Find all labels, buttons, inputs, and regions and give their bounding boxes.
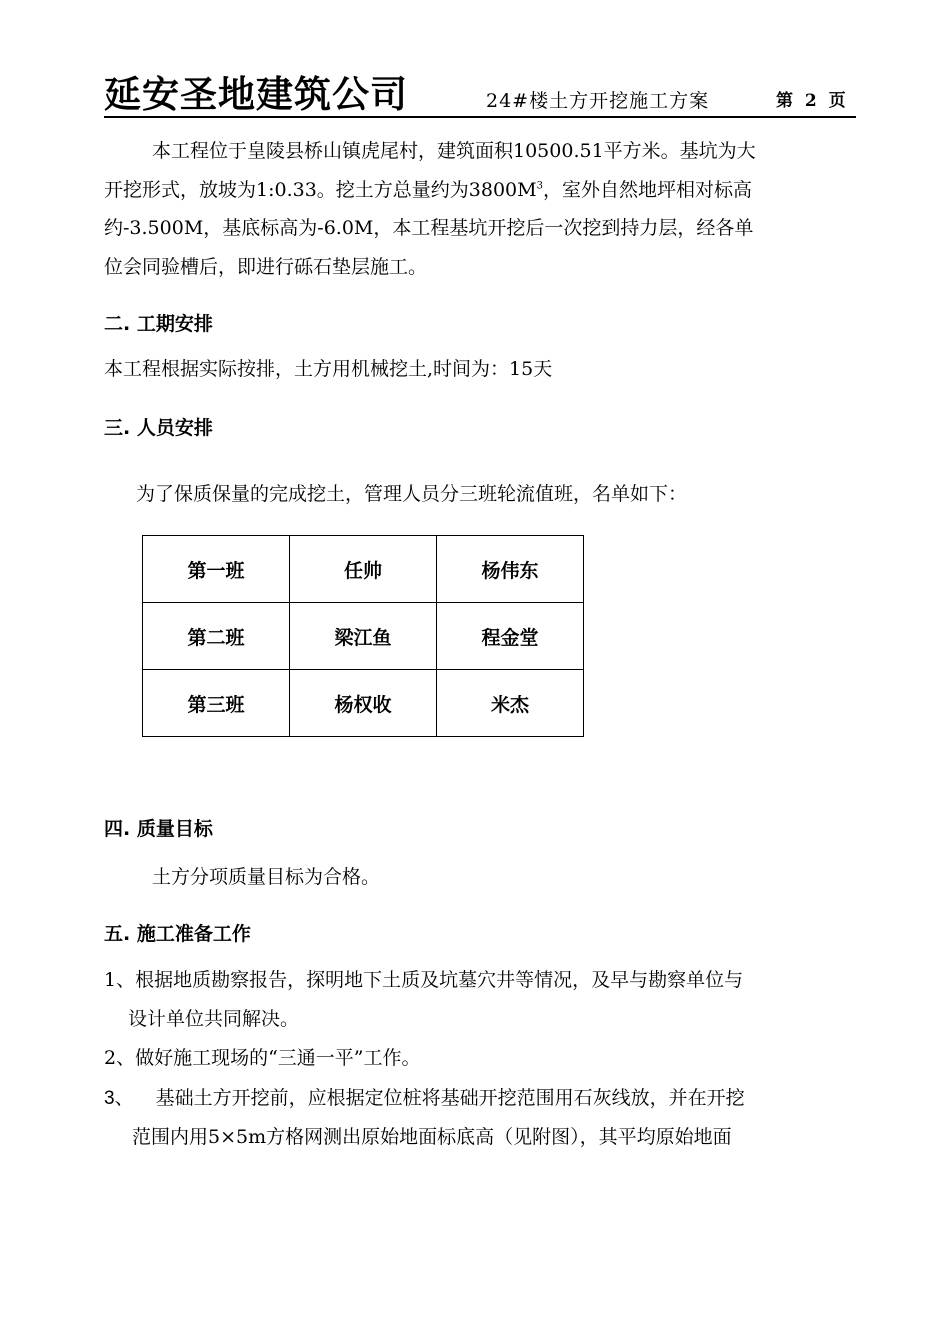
section-5-item-3-line-1	[104, 1079, 745, 1119]
section-4-text: 土方分项质量目标为合格。	[152, 866, 381, 888]
intro-line-2	[104, 171, 752, 210]
shift-cell: 第三班	[143, 670, 290, 737]
section-3-text: 为了保质保量的完成挖土，管理人员分三班轮流值班，名单如下：	[136, 483, 688, 505]
intro-line-2b: ，室外自然地坪相对标高	[542, 179, 752, 201]
intro-line-3: 约-3.500M，基底标高为-6.0M，本工程基坑开挖后一次挖到持力层，经各单	[104, 217, 754, 239]
intro-line-2a: 开挖形式，放坡为1:0.33。挖土方总量约为3800M	[104, 179, 537, 201]
section-5-heading: 五. 施工准备工作	[104, 923, 251, 945]
superscript-3: 3	[536, 180, 543, 192]
table-row	[143, 536, 584, 603]
item-3-number: 3、	[104, 1088, 134, 1109]
staff-cell: 任帅	[290, 536, 437, 603]
intro-line-1: 本工程位于皇陵县桥山镇虎尾村，建筑面积10500.51平方米。基坑为大	[152, 140, 756, 162]
staff-cell: 米杰	[437, 670, 584, 737]
staff-cell: 杨权收	[290, 670, 437, 737]
section-5-item-1-line-1: 1、根据地质勘察报告，探明地下土质及坑墓穴井等情况，及早与勘察单位与	[104, 969, 744, 991]
shift-cell: 第一班	[143, 536, 290, 603]
page-header	[104, 72, 856, 118]
staff-cell: 梁江鱼	[290, 603, 437, 670]
staff-cell: 程金堂	[437, 603, 584, 670]
section-3-heading: 三. 人员安排	[104, 417, 213, 439]
section-5-item-3-line-2: 范围内用5×5m方格网测出原始地面标底高（见附图），其平均原始地面	[132, 1126, 732, 1148]
staff-cell: 杨伟东	[437, 536, 584, 603]
section-2-text: 本工程根据实际按排，土方用机械挖土,时间为：15天	[104, 358, 553, 380]
shift-staff-table	[142, 535, 584, 737]
section-4-heading: 四. 质量目标	[104, 818, 213, 840]
table-row	[143, 670, 584, 737]
document-title: 24#楼土方开挖施工方案	[486, 90, 710, 112]
table-row	[143, 603, 584, 670]
section-2-heading: 二. 工期安排	[104, 313, 213, 335]
section-5-item-2: 2、做好施工现场的“三通一平”工作。	[104, 1047, 421, 1069]
page-number: 第 2 页	[776, 91, 849, 111]
intro-line-4: 位会同验槽后，即进行砾石垫层施工。	[104, 256, 428, 278]
company-name: 延安圣地建筑公司	[104, 72, 408, 116]
item-3-text: 基础土方开挖前，应根据定位桩将基础开挖范围用石灰线放，并在开挖	[155, 1087, 745, 1109]
shift-cell: 第二班	[143, 603, 290, 670]
section-5-item-1-line-2: 设计单位共同解决。	[128, 1008, 300, 1030]
